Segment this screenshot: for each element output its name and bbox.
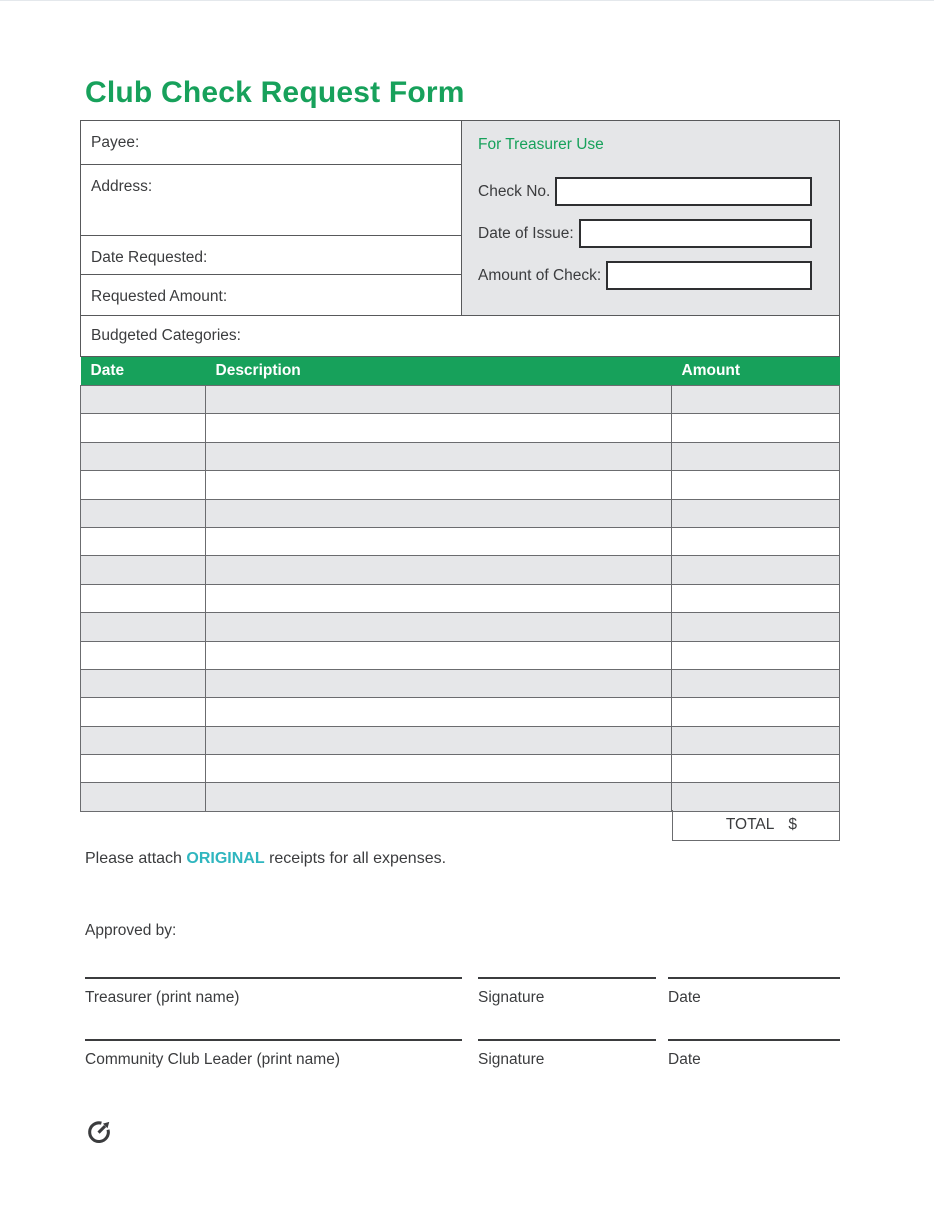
budget-table-header <box>81 357 840 386</box>
treasurer-use-panel <box>461 121 839 315</box>
treasurer-signature-label: Signature <box>478 989 545 1006</box>
budget-row <box>81 386 840 414</box>
budget-cell-description[interactable] <box>206 783 672 811</box>
club-leader-signature-label: Signature <box>478 1051 545 1068</box>
budget-cell-amount[interactable] <box>672 584 840 612</box>
budget-table <box>80 357 840 812</box>
payee-field[interactable] <box>81 121 461 165</box>
budget-cell-amount[interactable] <box>672 613 840 641</box>
amount-of-check-label: Amount of Check: <box>478 266 602 284</box>
column-header-description: Description <box>206 357 672 386</box>
total-cell[interactable] <box>672 810 840 841</box>
attach-note-emphasis: ORIGINAL <box>186 850 265 867</box>
amount-of-check-input[interactable] <box>606 261 812 290</box>
budget-row <box>81 641 840 669</box>
date-requested-label: Date Requested: <box>91 248 208 266</box>
budget-cell-date[interactable] <box>81 698 206 726</box>
budget-cell-amount[interactable] <box>672 641 840 669</box>
budget-cell-amount[interactable] <box>672 556 840 584</box>
budget-cell-amount[interactable] <box>672 726 840 754</box>
budget-cell-description[interactable] <box>206 641 672 669</box>
budget-cell-description[interactable] <box>206 755 672 783</box>
attach-note-suffix: receipts for all expenses. <box>264 850 447 867</box>
budget-row <box>81 556 840 584</box>
budget-cell-date[interactable] <box>81 386 206 414</box>
budget-cell-description[interactable] <box>206 499 672 527</box>
page-title: Club Check Request Form <box>85 76 465 109</box>
budget-cell-description[interactable] <box>206 556 672 584</box>
budget-cell-description[interactable] <box>206 669 672 697</box>
budget-cell-description[interactable] <box>206 613 672 641</box>
budget-cell-amount[interactable] <box>672 527 840 555</box>
budget-cell-date[interactable] <box>81 556 206 584</box>
budget-cell-description[interactable] <box>206 527 672 555</box>
budget-cell-amount[interactable] <box>672 442 840 470</box>
budget-row <box>81 471 840 499</box>
budget-cell-date[interactable] <box>81 613 206 641</box>
budgeted-categories-label: Budgeted Categories: <box>91 327 241 344</box>
treasurer-date-line[interactable] <box>668 977 840 1007</box>
club-leader-name-label: Community Club Leader (print name) <box>85 1051 340 1068</box>
club-leader-date-line[interactable] <box>668 1039 840 1069</box>
treasurer-date-label: Date <box>668 989 701 1006</box>
check-no-label: Check No. <box>478 182 551 200</box>
budget-cell-amount[interactable] <box>672 499 840 527</box>
budget-cell-date[interactable] <box>81 442 206 470</box>
budget-cell-amount[interactable] <box>672 414 840 442</box>
budget-row <box>81 726 840 754</box>
budget-cell-description[interactable] <box>206 471 672 499</box>
budget-row <box>81 613 840 641</box>
payee-label: Payee: <box>91 134 140 151</box>
date-of-issue-input[interactable] <box>579 219 812 248</box>
budget-cell-description[interactable] <box>206 584 672 612</box>
budget-cell-date[interactable] <box>81 527 206 555</box>
requested-amount-field[interactable] <box>81 275 461 315</box>
column-header-amount: Amount <box>672 357 840 386</box>
date-of-issue-label: Date of Issue: <box>478 224 574 242</box>
budget-row <box>81 499 840 527</box>
budget-cell-description[interactable] <box>206 414 672 442</box>
treasurer-signature-row <box>85 977 840 1007</box>
treasurer-name-label: Treasurer (print name) <box>85 989 240 1006</box>
budget-cell-amount[interactable] <box>672 669 840 697</box>
budget-cell-date[interactable] <box>81 726 206 754</box>
page-top-edge <box>0 0 934 1</box>
date-of-issue-row <box>478 219 812 248</box>
budget-cell-amount[interactable] <box>672 755 840 783</box>
budget-row <box>81 698 840 726</box>
budget-cell-date[interactable] <box>81 641 206 669</box>
budget-row <box>81 584 840 612</box>
address-field[interactable] <box>81 165 461 236</box>
address-label: Address: <box>91 177 153 195</box>
club-leader-signature-line[interactable] <box>478 1039 656 1069</box>
treasurer-signature-line[interactable] <box>478 977 656 1007</box>
club-leader-signature-row <box>85 1039 840 1069</box>
refresh-icon <box>85 1117 113 1145</box>
budget-cell-date[interactable] <box>81 783 206 811</box>
budget-cell-description[interactable] <box>206 698 672 726</box>
budget-cell-amount[interactable] <box>672 783 840 811</box>
budget-row <box>81 442 840 470</box>
budget-cell-description[interactable] <box>206 726 672 754</box>
budget-row <box>81 414 840 442</box>
budget-cell-date[interactable] <box>81 669 206 697</box>
budget-cell-date[interactable] <box>81 584 206 612</box>
budget-cell-date[interactable] <box>81 499 206 527</box>
request-info-section <box>80 120 840 316</box>
budget-cell-date[interactable] <box>81 414 206 442</box>
budget-row <box>81 755 840 783</box>
budget-cell-date[interactable] <box>81 471 206 499</box>
budget-row <box>81 783 840 811</box>
budget-cell-amount[interactable] <box>672 471 840 499</box>
amount-of-check-row <box>478 261 812 290</box>
attach-receipts-note <box>85 850 446 868</box>
budget-cell-amount[interactable] <box>672 698 840 726</box>
budget-row <box>81 669 840 697</box>
currency-symbol: $ <box>788 816 797 833</box>
treasurer-name-line[interactable] <box>85 977 462 1007</box>
check-no-row <box>478 177 812 206</box>
column-header-date: Date <box>81 357 206 386</box>
check-no-input[interactable] <box>555 177 812 206</box>
budget-cell-description[interactable] <box>206 386 672 414</box>
approved-by-heading: Approved by: <box>85 922 177 939</box>
budget-table-body <box>81 386 840 812</box>
requested-amount-label: Requested Amount: <box>91 288 228 306</box>
budgeted-categories-row <box>80 316 840 357</box>
attach-note-prefix: Please attach <box>85 850 187 867</box>
club-leader-date-label: Date <box>668 1051 701 1068</box>
budget-cell-amount[interactable] <box>672 386 840 414</box>
budget-cell-description[interactable] <box>206 442 672 470</box>
total-label: TOTAL <box>725 816 775 833</box>
date-requested-field[interactable] <box>81 236 461 276</box>
budget-cell-date[interactable] <box>81 755 206 783</box>
requester-fields <box>81 121 461 315</box>
budget-row <box>81 527 840 555</box>
club-leader-name-line[interactable] <box>85 1039 462 1069</box>
treasurer-heading: For Treasurer Use <box>478 136 604 153</box>
